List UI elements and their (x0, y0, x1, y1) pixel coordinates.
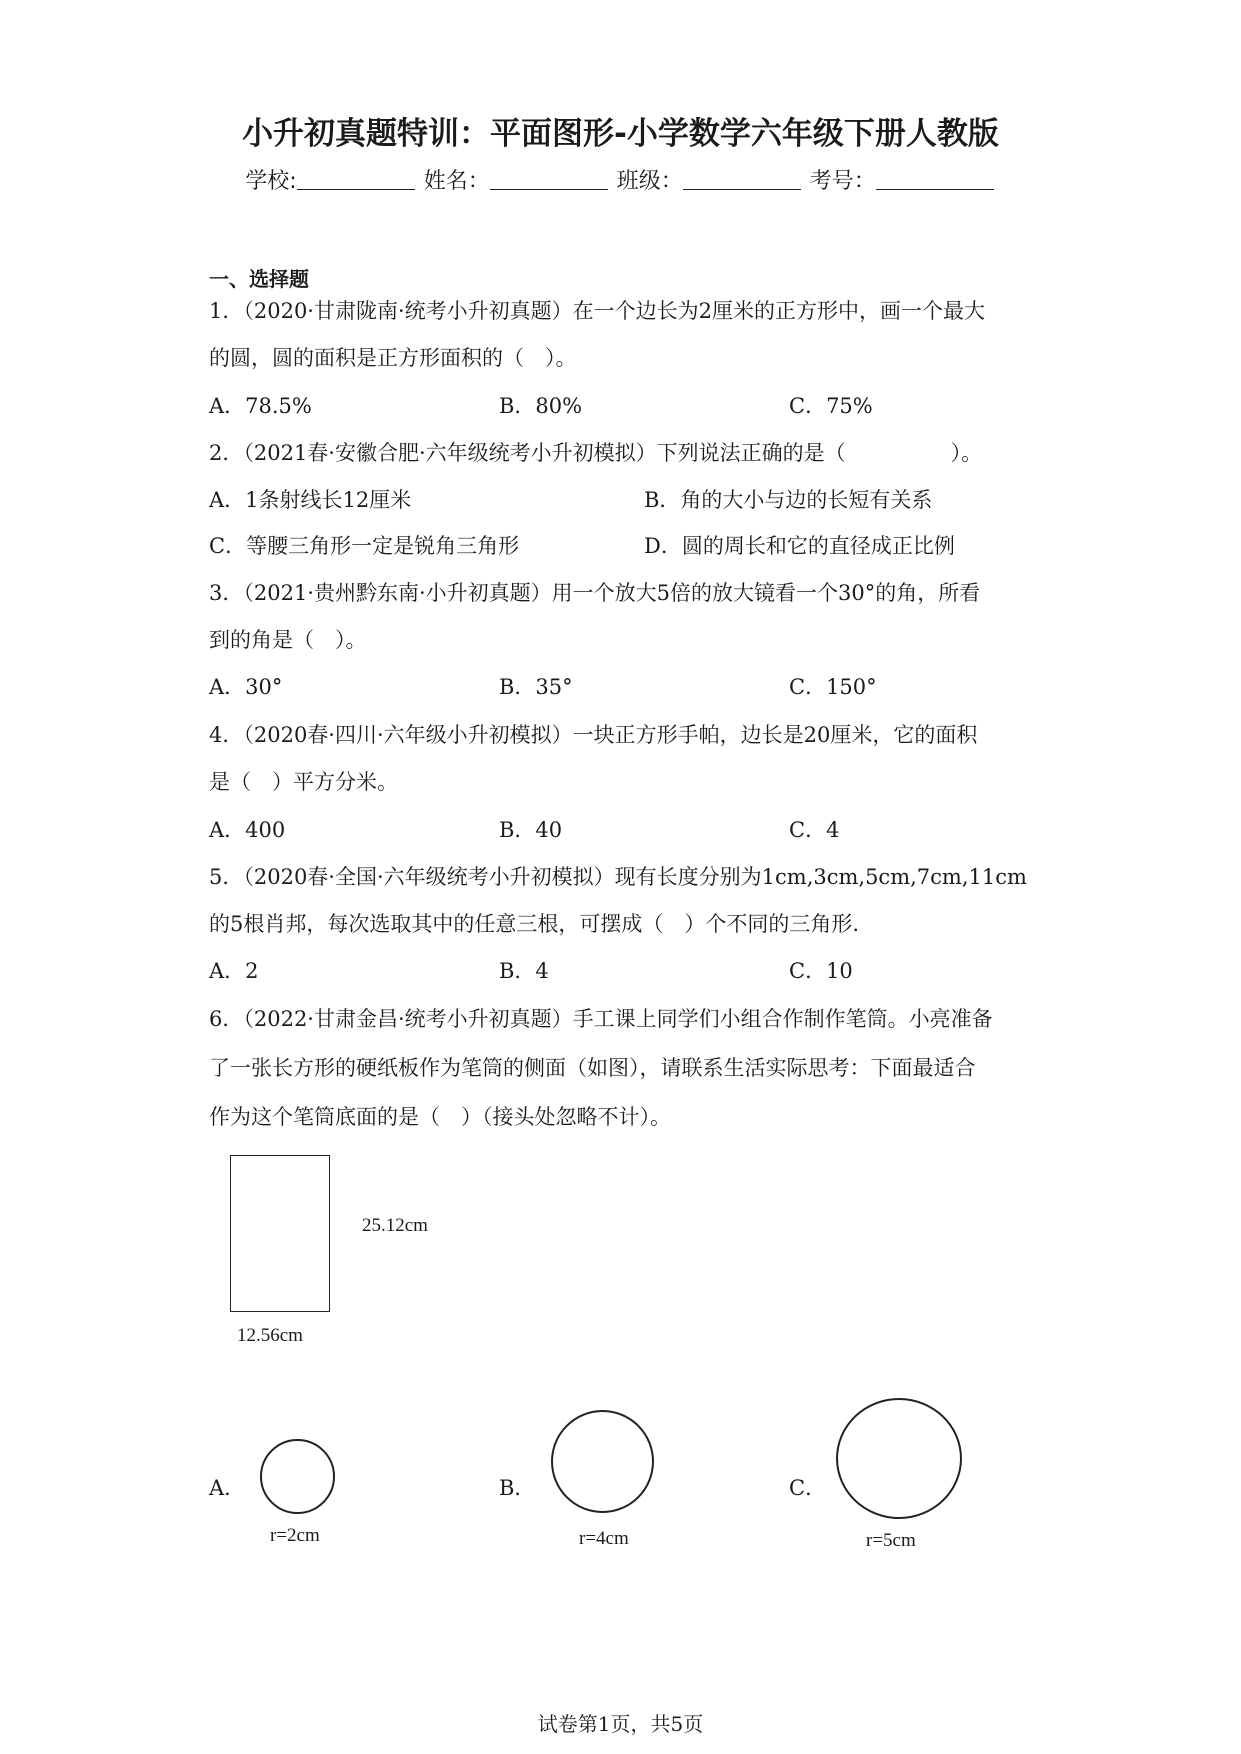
rectangle-width-label: 12.56cm (237, 1325, 303, 1346)
exam-number-blank[interactable] (876, 169, 994, 190)
school-field-label: 学校: (245, 169, 297, 194)
question-5-option-c[interactable]: C．10 (789, 959, 853, 983)
question-1-line-2: 的圆，圆的面积是正方形面积的（ ）。 (209, 346, 577, 370)
question-6-option-a-letter[interactable]: A． (209, 1476, 246, 1500)
name-field-label: 姓名： (423, 169, 490, 194)
question-6-line-1: 6．（2022·甘肃金昌·统考小升初真题）手工课上同学们小组合作制作笔筒。小亮准备 (209, 1007, 993, 1031)
question-3-option-a[interactable]: A．30° (209, 675, 283, 699)
question-4-option-b[interactable]: B．40 (499, 818, 563, 842)
question-5-line-1: 5．（2020春·全国·六年级统考小升初模拟）现有长度分别为1cm,3cm,5cm,7cm,11cm (209, 865, 1027, 889)
question-6-option-b-letter[interactable]: B． (499, 1476, 536, 1500)
option-c-radius-label: r=5cm (866, 1530, 916, 1551)
question-5-option-b[interactable]: B．4 (499, 959, 549, 983)
question-3-option-b[interactable]: B．35° (499, 675, 573, 699)
option-c-circle[interactable] (836, 1398, 962, 1519)
question-1-option-a[interactable]: A．78.5% (209, 394, 312, 418)
question-3-line-2: 到的角是（ ）。 (209, 628, 367, 652)
page-title: 小升初真题特训：平面图形-小学数学六年级下册人教版 (242, 116, 999, 152)
option-a-circle[interactable] (260, 1439, 335, 1514)
school-blank[interactable] (297, 169, 415, 190)
question-6-line-2: 了一张长方形的硬纸板作为笔筒的侧面（如图），请联系生活实际思考：下面最适合 (209, 1056, 976, 1080)
question-4-option-a[interactable]: A．400 (209, 818, 286, 842)
question-3-option-c[interactable]: C．150° (789, 675, 877, 699)
exam-number-field-label: 考号： (809, 169, 876, 194)
class-blank[interactable] (683, 169, 801, 190)
question-6-option-c-letter[interactable]: C． (789, 1476, 827, 1500)
question-2-option-b[interactable]: B．角的大小与边的长短有关系 (644, 488, 933, 512)
question-2-option-a[interactable]: A．1条射线长12厘米 (209, 488, 412, 512)
question-5-line-2: 的5根肖邦，每次选取其中的任意三根，可摆成（ ）个不同的三角形. (209, 912, 860, 936)
student-info-line (0, 164, 1241, 195)
option-a-radius-label: r=2cm (270, 1525, 320, 1546)
cardboard-rectangle-figure (230, 1155, 330, 1312)
question-2-line-1: 2．（2021春·安徽合肥·六年级统考小升初模拟）下列说法正确的是（ ）。 (209, 441, 983, 465)
class-field-label: 班级： (616, 169, 683, 194)
question-1-option-c[interactable]: C．75% (789, 394, 873, 418)
question-2-option-d[interactable]: D．圆的周长和它的直径成正比例 (644, 534, 955, 558)
question-1-option-b[interactable]: B．80% (499, 394, 583, 418)
question-5-option-a[interactable]: A．2 (209, 959, 259, 983)
page-footer: 试卷第1页，共5页 (537, 1712, 704, 1736)
section-heading: 一、选择题 (209, 267, 309, 291)
question-1-line-1: 1．（2020·甘肃陇南·统考小升初真题）在一个边长为2厘米的正方形中，画一个最大 (209, 299, 986, 323)
question-4-line-1: 4．（2020春·四川·六年级小升初模拟）一块正方形手帕，边长是20厘米，它的面积 (209, 723, 978, 747)
question-3-line-1: 3．（2021·贵州黔东南·小升初真题）用一个放大5倍的放大镜看一个30°的角，所看 (209, 581, 981, 605)
option-b-circle[interactable] (551, 1410, 654, 1513)
rectangle-height-label: 25.12cm (362, 1215, 428, 1236)
question-4-option-c[interactable]: C．4 (789, 818, 840, 842)
question-2-option-c[interactable]: C．等腰三角形一定是锐角三角形 (209, 534, 520, 558)
question-6-line-3: 作为这个笔筒底面的是（ ）（接头处忽略不计）。 (209, 1105, 671, 1129)
name-blank[interactable] (490, 169, 608, 190)
option-b-radius-label: r=4cm (579, 1528, 629, 1549)
question-4-line-2: 是（ ）平方分米。 (209, 770, 398, 794)
